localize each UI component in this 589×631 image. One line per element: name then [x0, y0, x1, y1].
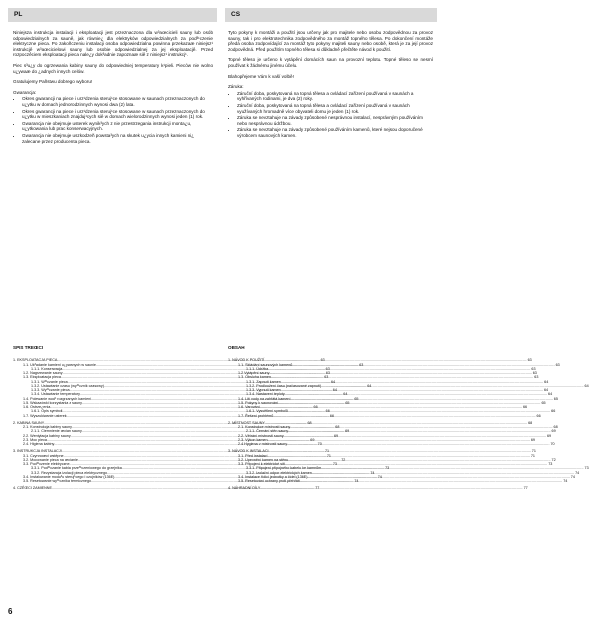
- toc-entry-title: 2.1.1. Černání stěn sauny: [246, 429, 289, 434]
- toc-entry-page: 70: [317, 442, 322, 446]
- warranty-item: • Záruka se nevztahuje na závady způsobené nesprávnou instalací, nesprávným používáním nebo nesprávnou údržbou.: [237, 115, 433, 126]
- toc-entry-title: 4. NÁHRADNÍ DÍLY: [228, 486, 261, 491]
- toc-entry-title: 1.3.4. Nastavení teploty: [246, 392, 285, 397]
- toc-entry-page: 63: [532, 371, 537, 375]
- toc-entry-page: 69: [547, 433, 552, 438]
- toc-entry-page: 63: [359, 362, 364, 367]
- toc-leader-dots: [260, 486, 522, 490]
- toc-leader-dots: [300, 479, 562, 483]
- toc-heading: OBSAH: [228, 345, 245, 350]
- toc-entry-page: 66: [536, 413, 541, 418]
- warranty-item: • Záruční doba, poskytovaná na topná tělesa a ovládací zařízení používaná v saunách a vyhřívaných rodinami, je dva (2) roky.: [237, 91, 433, 102]
- toc-entry-title: 3.2. Upevnění kamen na stěnu: [238, 457, 289, 462]
- toc-entry: [228, 479, 568, 483]
- toc-leader-dots: [287, 442, 549, 446]
- czech-table-of-contents: [228, 345, 589, 491]
- toc-entry-title: 3.4. Instalowanie modu³u steruj¹cego i czujników (136E): [23, 474, 115, 479]
- toc-entry-title: 3.5. Resetování ochrany proti přehřátí: [238, 479, 300, 483]
- warranty-item: • Okres gwarancji na piece i urz¹dzenia steruj¹ce stosowane w saunach przeznaczonych do u¿ytku w domach jednorodzinnych wynosi dwa (2) lata.: [22, 96, 213, 107]
- czech-intro-column: [228, 30, 433, 143]
- toc-entry-page: 64: [367, 383, 372, 388]
- toc-entry-title: 3. INSTRUKCJA INSTALACJI: [13, 449, 62, 454]
- toc-entry-page: 66: [325, 409, 330, 414]
- toc-entry-page: 64: [343, 392, 348, 397]
- toc-entry-title: 3.3. Připojení k elektrické síti: [238, 462, 285, 466]
- toc-entry-title: 1.1. Skládání saunových kamenů: [238, 362, 293, 367]
- toc-entry-title: 1.3.2. Ustawianie czasu (wy³¹cznik czasowy): [31, 383, 104, 388]
- toc-entry-page: 63: [527, 358, 532, 363]
- toc-entry-page: 72: [551, 457, 556, 462]
- toc-entry-page: 71: [326, 453, 331, 458]
- toc-entry-title: 1.3. Eksploatacja pieca: [23, 375, 61, 380]
- toc-entry-page: 63: [320, 358, 325, 363]
- toc-entry-page: 74: [370, 470, 375, 475]
- warranty-item: • Okres gwarancji na piece i urz¹dzenia steruj¹ce stosowane w saunach przeznaczonych do u¿ytku w mieszkaniach znajduj¹cych siê w domach wielorodzinnych wynosi jeden (1) rok.: [22, 109, 213, 120]
- toc-entry-page: 73: [385, 466, 390, 471]
- toc-entry-page: 70: [550, 442, 555, 446]
- toc-entry-title: 1.3.3. Wy³¹czanie pieca: [31, 388, 70, 392]
- toc-entry: [228, 413, 541, 418]
- toc-entry-page: 69: [333, 433, 339, 438]
- warranty-list: [13, 96, 213, 144]
- toc-entry-title: 3.3.1. Pod³¹czanie kabla prze³¹czeniowego do grzejnika: [31, 466, 122, 471]
- warranty-list: [228, 91, 433, 139]
- toc-entry-title: 3.1. Před instalací: [238, 453, 268, 458]
- toc-entry-title: 2. MÍSTNOST SAUNY: [228, 420, 265, 425]
- toc-entry-page: 65: [354, 396, 359, 401]
- warranty-title: Gwarancja:: [13, 89, 37, 95]
- toc-entry-page: 64: [548, 392, 553, 397]
- toc-entry-title: 1.5. Pokyny k saunování: [238, 400, 279, 405]
- polish-intro-column: [13, 30, 213, 148]
- toc-entry-title: 1. NÁVOD K POUŽITÍ: [228, 358, 265, 363]
- toc-entry-page: 63: [531, 366, 536, 371]
- toc-entry-title: 2.2. Wentylacja kabiny sauny: [23, 433, 71, 438]
- toc-entry-title: 3.5. Resetowanie wy³¹cznika termicznego: [23, 479, 92, 483]
- toc-entry-title: 1.2. Nagrzewanie sauny: [23, 371, 63, 375]
- toc-entry-page: 69: [551, 429, 556, 434]
- toc-entry-title: 2.4 Hygiena v místnosti sauny: [238, 442, 288, 446]
- toc-entry-title: 1.6. Varování: [238, 405, 260, 409]
- toc-entry-page: 65: [553, 396, 558, 401]
- toc-entry-page: 72: [341, 457, 346, 462]
- toc-entry-title: 2.4. Higiena kabiny: [23, 442, 55, 446]
- toc-entry-title: 1.3.2. Prodloužení času (načasované zapnutí): [246, 383, 322, 388]
- toc-entry-title: 3.4. Instalace řídicí jednotky a čidel (136E): [238, 474, 308, 479]
- toc-entry-title: 1.1.1. Konserwacja: [31, 366, 63, 371]
- toc-entry-page: 64: [332, 388, 337, 392]
- toc-entry-page: 66: [522, 405, 528, 409]
- toc-entry-page: 64: [544, 388, 549, 392]
- toc-entry-title: 1. EKSPLOATACJA PIECA: [13, 358, 58, 363]
- congratulations-text: Gratulujemy Pañstwu dobrego wyboru!: [13, 79, 93, 85]
- toc-entry-title: 3.3.2. Izolační odpor elektrických kamen: [246, 470, 312, 475]
- toc-entry-page: 64: [330, 379, 336, 384]
- toc-entry-page: 71: [531, 449, 536, 454]
- toc-entry-page: 71: [530, 453, 535, 458]
- purpose-paragraph: Piec s³u¿y do ogrzewania kabiny sauny do odpowiedniej temperatury k¹pieli. Pieców nie wolno u¿ywaæ do ¿adnych innych celów.: [13, 62, 213, 74]
- toc-entry-page: 66: [551, 409, 556, 414]
- toc-entry-title: 1.3.4. Ustawianie temperatury: [31, 392, 80, 397]
- toc-entry-title: 2. KABINA SAUNY: [13, 420, 45, 425]
- toc-entry-title: 1.1.1. Údržba: [246, 366, 269, 371]
- toc-entry-title: 1.7. Wyszukiwanie usterek: [23, 413, 67, 418]
- toc-entry-page: 63: [324, 375, 329, 380]
- toc-entry-title: 2.1. Konstrukce místnosti sauny: [238, 425, 291, 429]
- toc-entry-page: 73: [332, 462, 337, 466]
- toc-entry-page: 74: [563, 479, 568, 483]
- toc-entry-title: 3.2. Mocowanie pieca na œcianie: [23, 457, 78, 462]
- toc-entry-title: 3.3.2. Rezystancja izolacji pieca elektrycznego: [31, 470, 108, 475]
- toc-entry-page: 66: [329, 413, 335, 418]
- toc-entry-title: 2.1.1. Ciemnienie œcian sauny: [31, 429, 82, 434]
- toc-entry-title: 1.7. Řešení problémů: [238, 413, 274, 418]
- toc-entry-page: 74: [377, 474, 382, 479]
- language-header-pl: PL: [8, 8, 217, 22]
- toc-entry-title: 1.3.1. Zapnutí kamen: [246, 379, 281, 384]
- warranty-item: • Záruční doba, poskytovaná na topná tělesa a ovládací zařízení používaná v saunách využívaných hromadně více obyvateli domu je jeden (1) rok.: [237, 103, 433, 114]
- toc-entry-title: 3. NÁVOD K INSTALACI: [228, 449, 269, 454]
- toc-entry-title: 4. CZÊŒCI ZAMIENNE: [13, 486, 52, 491]
- toc-entry-page: 64: [584, 383, 589, 388]
- warranty-item: • Gwarancja nie obejmuje uszkodzeñ powsta³ych na skutek u¿ycia innych kamieni ni¿ zalecane przez producenta pieca.: [22, 133, 213, 144]
- toc-entry-page: 68: [528, 420, 533, 425]
- toc-entry-page: 69: [310, 437, 315, 442]
- toc-entry-title: 1.6.1. Vysvětlení symbolů: [246, 409, 288, 414]
- purpose-paragraph: Topné těleso je určeno k vytápění domácích saun na provozní teplotu. Topné těleso se nesmí používat k žádnému jinému účelu.: [228, 57, 433, 68]
- warranty-item: • Záruka se nevztahuje na závady způsobené používáním kamenů, které nejsou doporučené výrobcem saunových kamen.: [237, 127, 433, 138]
- toc-entry-title: 1.5. Wskazówki korzystania z sauny: [23, 400, 83, 405]
- toc-entry-title: 1.4. Polewanie wod¹ rozgrzanych kamieni: [23, 396, 92, 401]
- toc-entry-title: 1.4. Lití vody na zahřátá kamení: [238, 396, 291, 401]
- intro-paragraph: Niniejsza instrukcja instalacji i eksploatacji jest przeznaczona dla w³aœcicieli sauny lub osób odpowiedzialnych za saunê, jak równie¿ dla elektryków odpowiedzialnych za pod³¹czenie elektryczne pieca. Po zakoñczeniu instalacji osoba odpowiedzialna powinna przekazaæ niniejsz¹ instrukcjê w³aœcicielowi sauny lub osobie odpowiedzialnej za jej eksploatacjê. Przed rozpoczêciem eksploatacji pieca nale¿y dok³adnie zapoznaæ siê z niniejsz¹ instrukcj¹.: [13, 30, 213, 58]
- toc-entry-page: 69: [345, 429, 350, 434]
- toc-entry-page: 77: [315, 486, 320, 491]
- toc-entry-title: 1.6. Ostrze¿enia: [23, 405, 51, 409]
- warranty-item: • Gwarancja nie obejmuje usterek wynik³ych z nie przestrzegania instrukcji monta¿u, u¿ytkowania lub prac konserwacyjnych.: [22, 121, 213, 132]
- warranty-title: Záruka:: [228, 84, 244, 90]
- toc-entry-title: 1.2 Vytápění sauny: [238, 371, 270, 375]
- toc-entry-page: 63: [534, 375, 539, 380]
- toc-entry-title: 2.2. Větrání místnosti sauny: [238, 433, 284, 438]
- toc-entry-page: 66: [313, 405, 318, 409]
- toc-entry-page: 73: [548, 462, 553, 466]
- toc-entries: [228, 358, 589, 491]
- language-header-cs: CS: [225, 8, 437, 22]
- toc-entry-page: 74: [354, 479, 359, 483]
- toc-entry-page: 73: [584, 466, 589, 471]
- toc-entry-page: 68: [335, 425, 340, 429]
- congratulations-text: Blahopřejeme Vám k vaší volbě!: [228, 73, 294, 79]
- toc-entry-title: 2.1. Konstrukcja kabiny sauny: [23, 425, 72, 429]
- toc-entry: [228, 442, 555, 446]
- page-number: 6: [8, 607, 13, 616]
- toc-entry-page: 63: [325, 371, 330, 375]
- toc-entry-page: 71: [324, 449, 330, 454]
- toc-leader-dots: [273, 414, 535, 418]
- toc-entry-page: 63: [555, 362, 560, 367]
- toc-entry-title: 2.3. Výkon kamen: [238, 437, 268, 442]
- toc-entry-page: 69: [530, 437, 535, 442]
- toc-heading: SPIS TREŒCI: [13, 345, 44, 350]
- toc-entry-page: 74: [575, 470, 580, 475]
- toc-entry-page: 68: [553, 425, 558, 429]
- toc-entry-title: 3.3.1. Připojení přípojného kabelu ke kamnům: [246, 466, 322, 471]
- toc-entry-title: 1.3.3. Vypnutí kamen: [246, 388, 281, 392]
- toc-entry-title: 1.3. Obsluha kamen: [238, 375, 272, 380]
- toc-entry: [228, 486, 528, 491]
- toc-entry-title: 2.3. Moc pieca: [23, 437, 47, 442]
- toc-entry-page: 65: [541, 400, 546, 405]
- toc-entry-title: 1.3.1. W³¹czanie pieca: [31, 379, 68, 384]
- toc-entry-page: 64: [544, 379, 549, 384]
- intro-paragraph: Tyto pokyny k montáži a použití jsou určeny jak pro majitele nebo osobu zodpovědnou za provoz sauny, tak i pro elektrotechnika zodpovědného za montáž topného tělesa. Po dokončení montáže předá osoba zodpovídající za montáž tyto pokyny majiteli sauny nebo osobě, která je za její provoz zodpovědná. Před použitím topného tělesa si důkladně přečtěte návod k použití.: [228, 30, 433, 52]
- toc-entry-page: 68: [307, 420, 312, 425]
- toc-entry-page: 74: [570, 474, 575, 479]
- toc-entry-page: 65: [345, 400, 350, 405]
- toc-entry-page: 63: [325, 366, 330, 371]
- toc-entry-page: 77: [523, 486, 528, 491]
- toc-entry-title: 1.6.1. Opis symboli: [31, 409, 63, 414]
- toc-entry-title: 3.3. Pod³¹czenie elektryczne: [23, 462, 70, 466]
- toc-entry-title: 1.1. Uk³adanie kamieni u¿ywanych w saunie: [23, 362, 96, 367]
- toc-entry-title: 3.1. Czynnoœci wstêpne: [23, 453, 64, 458]
